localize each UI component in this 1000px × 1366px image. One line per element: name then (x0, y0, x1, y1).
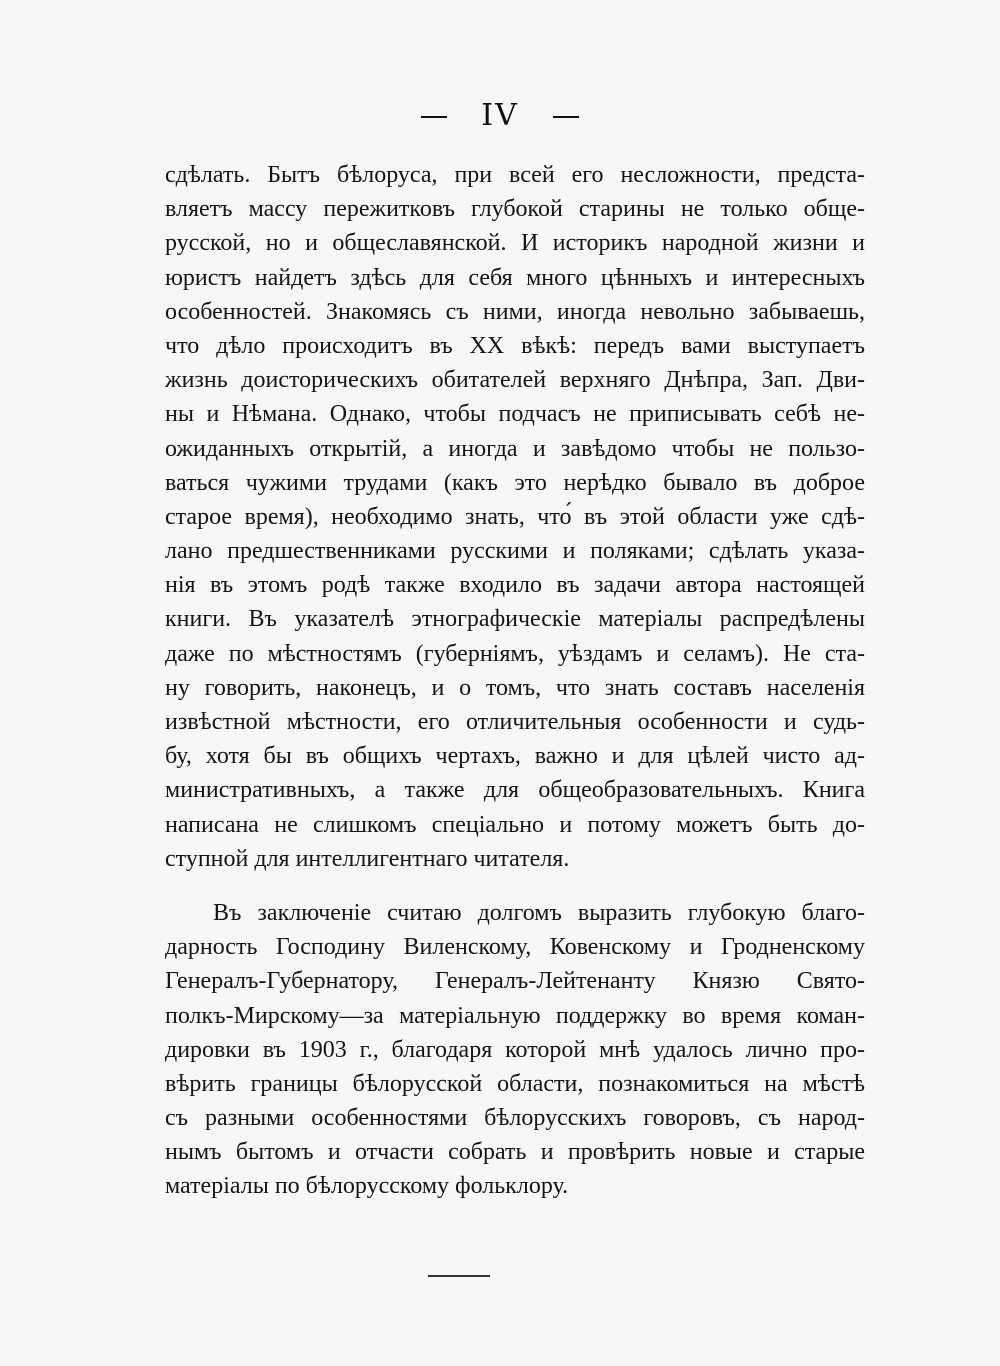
paragraph-gap (165, 876, 865, 896)
text-line: ваться чужими трудами (какъ это нерѣдко бывало въ доброе (165, 469, 865, 496)
text-line: дировки въ 1903 г., благодаря которой мнѣ удалось лично про- (165, 1036, 865, 1063)
text-line: русской, но и общеславянской. И историкъ народной жизни и (165, 230, 865, 257)
text-line: лано предшественниками русскими и поляками; сдѣлать указа- (165, 538, 865, 565)
text-line: ны и Нѣмана. Однако, чтобы подчасъ не приписывать себѣ не- (165, 401, 865, 428)
text-line: старое время), необходимо знать, что́ въ этой области уже сдѣ- (165, 503, 865, 530)
text-line: бу, хотя бы въ общихъ чертахъ, важно и для цѣлей чисто ад- (165, 743, 865, 770)
paragraph-2 (165, 896, 865, 1204)
text-line: извѣстной мѣстности, его отличительныя особенности и судь- (165, 709, 865, 735)
text-line: Генералъ-Губернатору, Генералъ-Лейтенанту Князю Свято- (165, 968, 865, 995)
text-line: нымъ бытомъ и отчасти собрать и провѣрить новые и старые (165, 1139, 865, 1166)
text-line: жизнь доисторическихъ обитателей верхняго Днѣпра, Зап. Дви- (165, 367, 865, 394)
text-line: особенностей. Знакомясь съ ними, иногда невольно забываешь, (165, 298, 865, 325)
text-line: юристъ найдетъ здѣсь для себя много цѣнныхъ и интересныхъ (165, 264, 865, 291)
text-line: написана не слишкомъ спеціально и потому можетъ быть до- (165, 811, 865, 838)
text-line: министративныхъ, а также для общеобразовательныхъ. Книга (165, 777, 865, 804)
text-line: ну говорить, наконецъ, и о томъ, что знать составъ населенія (165, 674, 865, 701)
end-divider (428, 1275, 490, 1277)
body-text (165, 158, 865, 1204)
text-line: даже по мѣстностямъ (губерніямъ, уѣздамъ и селамъ). Не ста- (165, 640, 865, 667)
page-header (0, 98, 1000, 138)
header-dash-left (421, 116, 447, 118)
text-line: нія въ этомъ родѣ также входило въ задачи автора настоящей (165, 572, 865, 599)
text-line: что дѣло происходитъ въ XX вѣкѣ: передъ вами выступаетъ (165, 332, 865, 359)
paragraph-1 (165, 158, 865, 876)
text-line: ожиданныхъ открытій, а иногда и завѣдомо чтобы не пользо- (165, 435, 865, 462)
text-line: съ разными особенностями бѣлорусскихъ говоровъ, съ народ- (165, 1105, 865, 1132)
text-line: вляетъ массу пережитковъ глубокой старины не только обще- (165, 196, 865, 223)
text-line: матеріалы по бѣлорусскому фольклору. (165, 1173, 569, 1200)
text-line: дарность Господину Виленскому, Ковенскому и Гродненскому (165, 934, 865, 961)
text-line: книги. Въ указателѣ этнографическіе матеріалы распредѣлены (165, 606, 865, 633)
text-line: Въ заключеніе считаю долгомъ выразить глубокую благо- (213, 899, 865, 926)
header-dash-right (553, 116, 579, 118)
text-line: ступной для интеллигентнаго читателя. (165, 845, 570, 872)
text-line: вѣрить границы бѣлорусской области, познакомиться на мѣстѣ (165, 1070, 865, 1097)
text-line: сдѣлать. Бытъ бѣлоруса, при всей его несложности, предста- (165, 162, 865, 188)
page-number: IV (481, 98, 519, 133)
text-line: полкъ-Мирскому—за матеріальную поддержку во время коман- (165, 1002, 865, 1029)
